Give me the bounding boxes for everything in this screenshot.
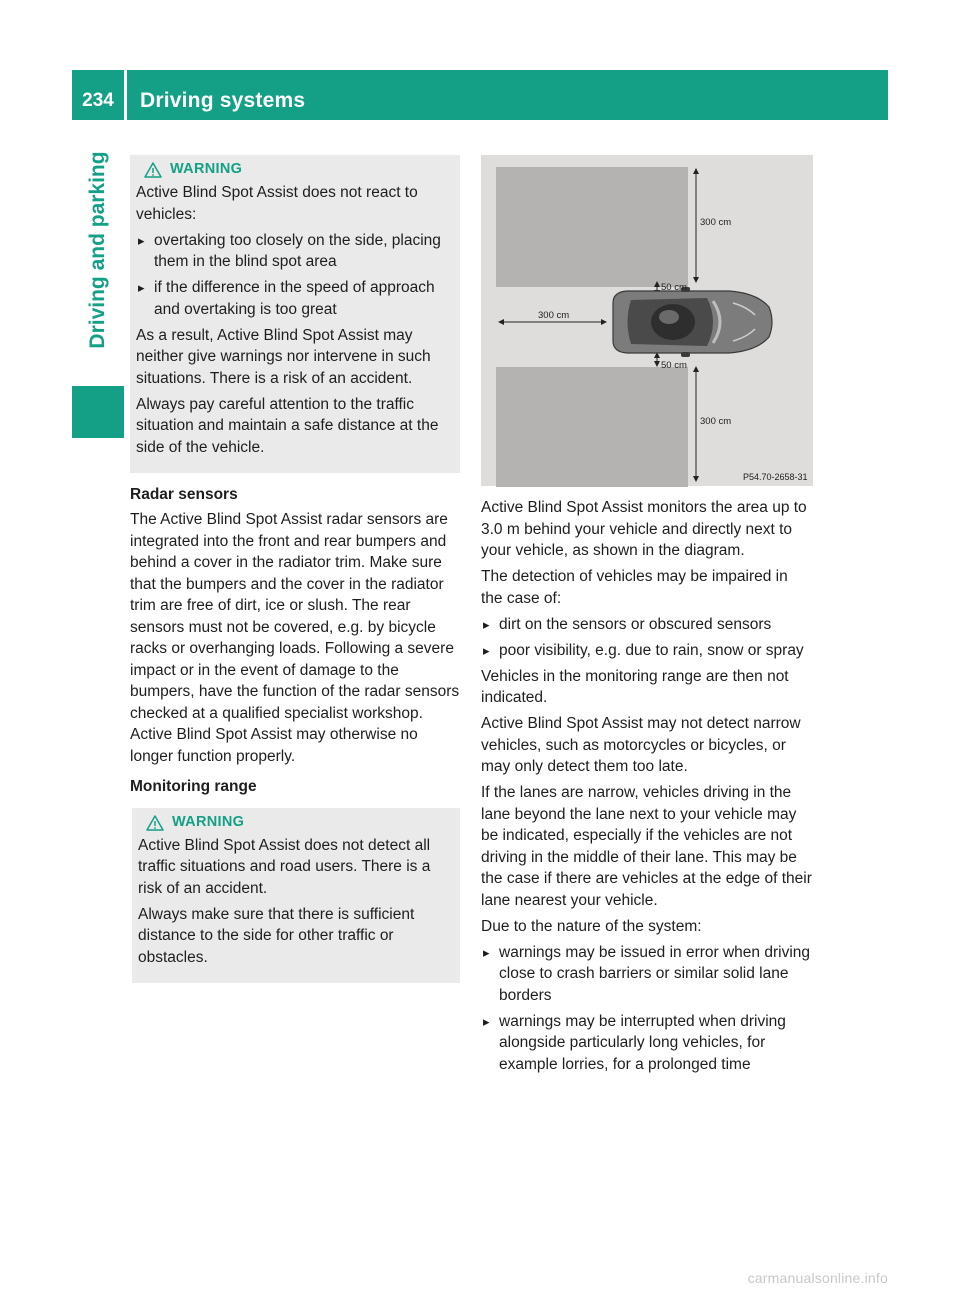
diagram-overlay — [481, 155, 813, 486]
warning-title: WARNING — [170, 161, 243, 178]
paragraph: If the lanes are narrow, vehicles driving in the lane beyond the lane next to your vehicle may be indicated, especially if the vehicles are not driving in the middle of their lane. This may be the case if there are vehicles at the edge of their lane nearest your vehicle. — [481, 784, 812, 909]
warning-bullet: ▸ overtaking too closely on the side, placing them in the blind spot area — [136, 230, 450, 273]
warning-header — [144, 158, 450, 182]
warning-paragraph: As a result, Active Blind Spot Assist may neither give warnings nor intervene in such situations. There is a risk of an accident. — [136, 326, 431, 387]
paragraph: Due to the nature of the system: — [481, 917, 702, 935]
bullet-item: ▸ dirt on the sensors or obscured sensors — [481, 614, 813, 636]
bullet-item: ▸ warnings may be interrupted when driving alongside particularly long vehicles, for example lorries, for a prolonged time — [481, 1011, 813, 1076]
figure-code: P54.70-2658-31 — [743, 472, 808, 482]
paragraph: Vehicles in the monitoring range are then not indicated. — [481, 667, 789, 706]
car-top-view-icon — [613, 287, 772, 357]
bullet-item: ▸ warnings may be issued in error when driving close to crash barriers or similar solid lane borders — [481, 942, 813, 1007]
page-number: 234 — [82, 90, 114, 111]
warning-box-blind-spot — [130, 155, 460, 473]
paragraph: Active Blind Spot Assist monitors the area up to 3.0 m behind your vehicle and directly next to your vehicle, as shown in the diagram. — [481, 499, 807, 559]
right-column — [481, 155, 813, 1080]
section-title: Driving systems — [140, 89, 306, 112]
warning-paragraph: Always pay careful attention to the traffic situation and maintain a safe distance at the side of the vehicle. — [136, 395, 439, 456]
watermark: carmanualsonline.info — [747, 1270, 888, 1286]
radar-sensors-heading: Radar sensors — [130, 485, 238, 503]
label-300cm-rear: 300 cm — [538, 310, 570, 321]
warning-paragraph: Active Blind Spot Assist does not detect all traffic situations and road users. There is a risk of an accident. — [138, 836, 431, 897]
warning-triangle-icon — [146, 815, 164, 831]
paragraph: Active Blind Spot Assist may not detect narrow vehicles, such as motorcycles or bicycles, or may only detect them too late. — [481, 715, 801, 775]
paragraph: The detection of vehicles may be impaired in the case of: — [481, 568, 788, 607]
monitoring-range-diagram — [481, 155, 813, 486]
label-300cm-bottom: 300 cm — [700, 416, 732, 427]
monitoring-range-heading: Monitoring range — [130, 778, 257, 795]
warning-header — [146, 811, 450, 835]
left-column — [130, 155, 460, 983]
bullet-item: ▸ poor visibility, e.g. due to rain, snow or spray — [481, 640, 813, 662]
header-divider — [124, 70, 127, 120]
side-tab-block — [72, 386, 124, 438]
warning-intro: Active Blind Spot Assist does not react to vehicles: — [136, 184, 418, 223]
warning-box-monitoring — [132, 808, 460, 983]
warning-paragraph: Always make sure that there is sufficient distance to the side for other traffic or obstacles. — [138, 905, 415, 966]
warning-title: WARNING — [172, 813, 245, 830]
radar-sensors-text: The Active Blind Spot Assist radar sensors are integrated into the front and rear bumpers and behind a cover in the radiator trim. Make sure that the bumpers and the cover in the radiator trim are free of dirt, ice or slush. The rear sensors must not be covered, e.g. by bicycle racks or overhanging loads. Following a severe impact or in the event of damage to the bumpers, have the function of the radar sensors checked at a qualified specialist workshop. Active Blind Spot Assist may otherwise no longer function properly. — [130, 511, 460, 765]
side-tab — [72, 130, 124, 370]
label-300cm-top: 300 cm — [700, 217, 732, 228]
label-50cm-bottom: 50 cm — [661, 360, 687, 371]
label-50cm-top: 50 cm — [661, 282, 687, 293]
warning-bullet: ▸ if the difference in the speed of approach and overtaking is too great — [136, 277, 450, 320]
warning-triangle-icon — [144, 162, 162, 178]
side-tab-label: Driving and parking — [86, 151, 109, 349]
